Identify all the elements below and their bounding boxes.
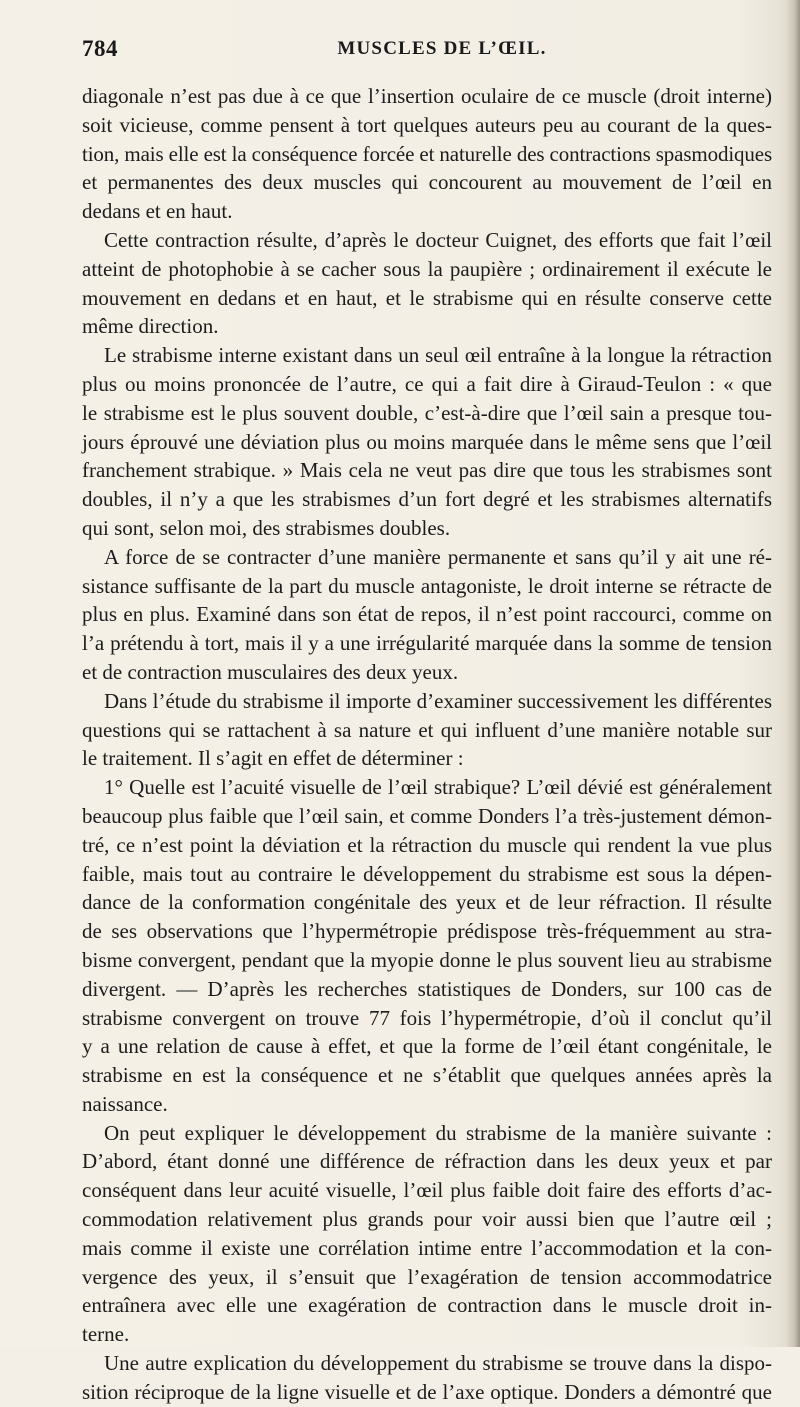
text-line: tré, ce n’est point la déviation et la rétraction du muscle qui rendent la vue plus bbox=[82, 832, 772, 857]
text-line: divergent. — D’après les recherches statistiques de Donders, sur 100 cas de bbox=[82, 976, 772, 1001]
text-line: questions qui se rattachent à sa nature et qui influent d’une manière notable sur bbox=[82, 717, 772, 742]
text-line: 1° Quelle est l’acuité visuelle de l’œil strabique? L’œil dévié est généralement bbox=[104, 775, 772, 800]
text-line: le strabisme est le plus souvent double, c’est-à-dire que l’œil sain a presque tou- bbox=[82, 400, 772, 425]
text-line: terne. bbox=[82, 1322, 130, 1347]
text-line: Une autre explication du développement du strabisme se trouve dans la dispo- bbox=[104, 1351, 772, 1376]
text-line: dance de la conformation congénitale des yeux et de leur réfraction. Il résulte bbox=[82, 890, 772, 915]
text-line: Dans l’étude du strabisme il importe d’examiner successivement les différentes bbox=[104, 688, 772, 713]
text-line: tion, mais elle est la conséquence forcée et naturelle des contractions spasmodiques bbox=[82, 141, 772, 166]
text-line: qui sont, selon moi, des strabismes doubles. bbox=[82, 515, 451, 540]
text-line: soit vicieuse, comme pensent à tort quelques auteurs peu au courant de la ques- bbox=[82, 112, 772, 137]
page-header bbox=[82, 36, 772, 70]
text-line: vergence des yeux, il s’ensuit que l’exagération de tension accommodatrice bbox=[82, 1264, 772, 1289]
text-line: naissance. bbox=[82, 1091, 168, 1116]
text-line: plus en plus. Examiné dans son état de repos, il n’est point raccourci, comme on bbox=[82, 602, 772, 627]
text-line: l’a prétendu à tort, mais il y a une irrégularité marquée dans la somme de tension bbox=[82, 631, 772, 656]
text-line: et permanentes des deux muscles qui concourent au mouvement de l’œil en bbox=[82, 170, 772, 195]
text-line: A force de se contracter d’une manière permanente et sans qu’il y ait une ré- bbox=[104, 544, 772, 569]
text-line: Cette contraction résulte, d’après le docteur Cuignet, des efforts que fait l’œil bbox=[104, 227, 772, 252]
text-line: doubles, il n’y a que les strabismes d’un fort degré et les strabismes alternatifs bbox=[82, 487, 772, 512]
page-number: 784 bbox=[82, 36, 118, 61]
text-line: entraînera avec elle une exagération de contraction dans le muscle droit in- bbox=[82, 1293, 772, 1318]
text-line: diagonale n’est pas due à ce que l’insertion oculaire de ce muscle (droit interne) bbox=[82, 84, 772, 108]
text-line: bisme convergent, pendant que la myopie donne le plus souvent lieu au strabisme bbox=[82, 947, 772, 972]
text-line: de ses observations que l’hypermétropie prédispose très-fréquemment au stra- bbox=[82, 919, 772, 944]
text-line: mais comme il existe une corrélation intime entre l’accommodation et la con- bbox=[82, 1235, 772, 1260]
text-line: beaucoup plus faible que l’œil sain, et comme Donders l’a très-justement démon- bbox=[82, 803, 772, 828]
text-line: sistance suffisante de la part du muscle antagoniste, le droit interne se rétracte de bbox=[82, 573, 772, 598]
text-line: dedans et en haut. bbox=[82, 199, 233, 224]
text-line: faible, mais tout au contraire le développement du strabisme est sous la dépen- bbox=[82, 861, 772, 886]
running-title: MUSCLES DE L’ŒIL. bbox=[337, 38, 547, 59]
text-line: commodation relativement plus grands pour voir aussi bien que l’autre œil ; bbox=[82, 1207, 772, 1232]
text-line: strabisme en est la conséquence et ne s’établit que quelques années après la bbox=[82, 1063, 772, 1088]
text-line: conséquent dans leur acuité visuelle, l’œil plus faible doit faire des efforts d’ac- bbox=[82, 1178, 772, 1203]
text-line: le traitement. Il s’agit en effet de déterminer : bbox=[82, 746, 464, 771]
text-line: plus ou moins prononcée de l’autre, ce qui a fait dire à Giraud-Teulon : « que bbox=[82, 371, 772, 396]
text-line: et de contraction musculaires des deux yeux. bbox=[82, 659, 459, 684]
text-line: jours éprouvé une déviation plus ou moins marquée dans le même sens que l’œil bbox=[82, 429, 772, 454]
text-line: sition réciproque de la ligne visuelle et de l’axe optique. Donders a démontré que bbox=[82, 1379, 772, 1404]
text-line: atteint de photophobie à se cacher sous la paupière ; ordinairement il exécute le bbox=[82, 256, 772, 281]
text-line: D’abord, étant donné une différence de réfraction dans les deux yeux et par bbox=[82, 1149, 772, 1174]
text-line: Le strabisme interne existant dans un seul œil entraîne à la longue la rétraction bbox=[104, 343, 772, 368]
page-spine-shadow bbox=[786, 0, 800, 1347]
text-line: strabisme convergent on trouve 77 fois l’hypermétropie, d’où il conclut qu’il bbox=[82, 1005, 772, 1030]
text-line: même direction. bbox=[82, 314, 219, 339]
text-line: y a une relation de cause à effet, et que la forme de l’œil étant congénitale, le bbox=[82, 1034, 772, 1059]
text-line: franchement strabique. » Mais cela ne veut pas dire que tous les strabismes sont bbox=[82, 458, 772, 483]
text-line: mouvement en dedans et en haut, et le strabisme qui en résulte conserve cette bbox=[82, 285, 772, 310]
text-line: On peut expliquer le développement du strabisme de la manière suivante : bbox=[104, 1120, 772, 1145]
body-text bbox=[82, 82, 772, 1407]
